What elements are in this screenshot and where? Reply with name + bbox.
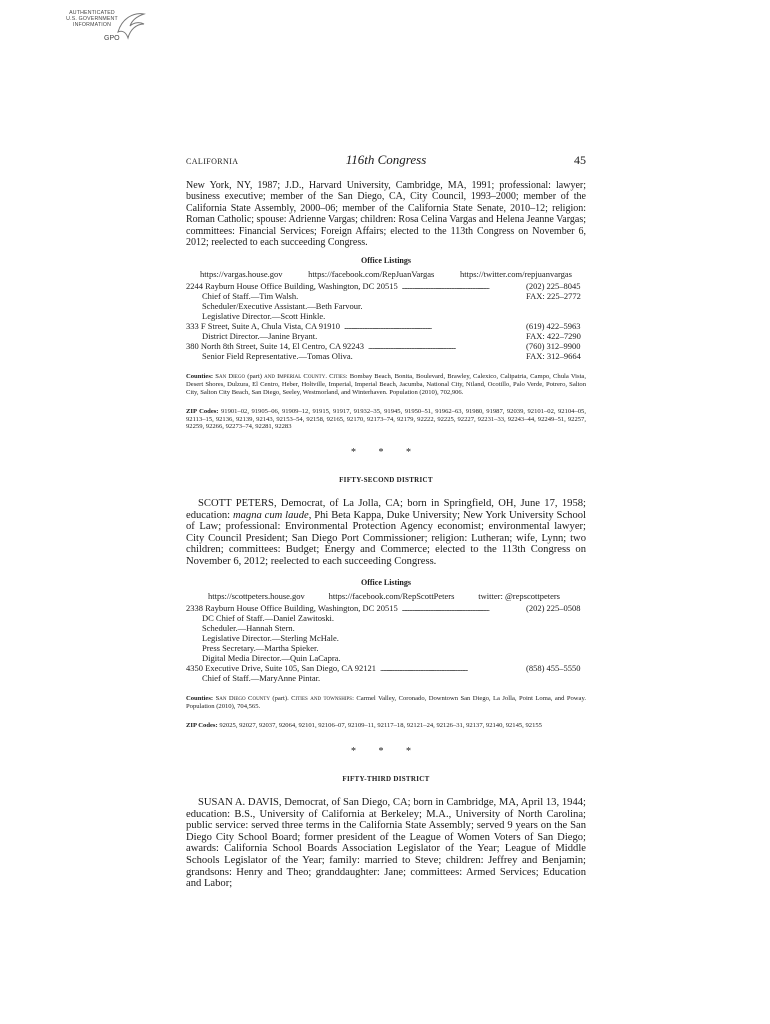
- facebook-link[interactable]: https://facebook.com/RepScottPeters: [328, 591, 455, 602]
- davis-bio: SUSAN A. DAVIS, Democrat, of San Diego, CA; born in Cambridge, MA, April 13, 1944; education: B.S., University of California at Berkeley; M.A., University of North Carolina; public service: served three terms in the California State Assembly; served 9 years on the San Diego City School Board; former president of the League of Women Voters of San Diego; awards: California School Boards Association Legislator of the Year; League of Middle Schools Legislator of the Year; family: married to Steve; children: Jeffrey and Benjamin; grandsons: Henry and Theo; granddaughter: Jane; committees: Armed Services; Education and Labor;: [186, 796, 586, 890]
- leader-dots: [402, 603, 522, 613]
- running-head: [186, 152, 586, 170]
- peters-district-heading: FIFTY-SECOND DISTRICT: [339, 476, 433, 484]
- leader-dots: [380, 663, 522, 673]
- office-row: 333 F Street, Suite A, Chula Vista, CA 91910 . . . (619) 422–5963: [186, 321, 586, 331]
- facebook-link[interactable]: https://facebook.com/RepJuanVargas: [308, 269, 435, 280]
- staff-row: Chief of Staff.—Tim Walsh. FAX: 225–2772: [202, 291, 581, 302]
- peters-counties: Counties: San Diego County (part). Cities and townships: Carmel Valley, Coronado, Downtown San Diego, La Jolla, Point Loma, and Poway. Population (2010), 704,565.: [186, 695, 586, 710]
- peters-offices: [186, 603, 586, 683]
- staff-row: Legislative Director.—Scott Hinkle.: [202, 311, 326, 322]
- twitter-link[interactable]: twitter: @repscottpeters: [478, 591, 560, 602]
- peters-urls: [208, 591, 560, 601]
- staff-row: Press Secretary.—Martha Spieker.: [202, 643, 319, 654]
- page-number: 45: [574, 153, 586, 167]
- office-row: 380 North 8th Street, Suite 14, El Centro, CA 92243 . . . (760) 312–9900: [186, 341, 586, 351]
- document-page: [186, 152, 586, 900]
- section-separator: * * *: [351, 745, 421, 757]
- staff-row: DC Chief of Staff.—Daniel Zawitoski.: [202, 613, 335, 624]
- office-row: 2338 Rayburn House Office Building, Washington, DC 20515 . . . (202) 225–0508: [186, 603, 586, 613]
- leader-dots: [368, 341, 522, 351]
- staff-row: Digital Media Director.—Quin LaCapra.: [202, 653, 341, 664]
- peters-bio: SCOTT PETERS, Democrat, of La Jolla, CA; born in Springfield, OH, June 17, 1958; education: magna cum laude, Phi Beta Kappa, Duke University; New York University School of Law; professional: Environmental Protection Agency economist; environmental lawyer; City Council President; San Diego Port Commissioner; religion: Lutheran; wife, Lynn; two children; committees: Budget; Energy and Commerce; elected to the 113th Congress on November 6, 2012; reelected to each succeeding Congress.: [186, 498, 586, 567]
- logo-text: AUTHENTICATED U.S. GOVERNMENT INFORMATION: [66, 10, 118, 29]
- vargas-bio: New York, NY, 1987; J.D., Harvard University, Cambridge, MA, 1991; professional: lawyer; business executive; member of the San Diego, CA, City Council, 1993–2000; member of the California State Assembly, 2000–06; member of the California State Senate, 2010–12; religion: Roman Catholic; spouse: Adrienne Vargas; children: Rosa Celina Vargas and Helena Jeanne Vargas; committees: Financial Services; Foreign Affairs; elected to the 113th Congress on November 6, 2012; reelected to each succeeding Congress.: [186, 180, 586, 249]
- eagle-icon: [114, 10, 148, 40]
- vargas-counties: Counties: San Diego (part) and Imperial County. Cities: Bombay Beach, Bonita, Boulevard, Brawley, Calexico, Calipatria, Campo, Chula Vista, Desert Shores, Dulzura, El Centro, Heber, Holtville, Imperial, Imperial Beach, Jacumba, National City, Niland, Ocotillo, Palo Verde, Potrero, Salton City, Salton City Beach, San Diego, Seeley, Westmorland, and Winterhaven. Population (2010), 702,906.: [186, 373, 586, 396]
- leader-dots: [344, 321, 522, 331]
- staff-row: District Director.—Janine Bryant. FAX: 422–7290: [202, 331, 581, 342]
- staff-row: Chief of Staff.—MaryAnne Pintar.: [202, 673, 321, 684]
- davis-district-heading: FIFTY-THIRD DISTRICT: [342, 774, 430, 783]
- twitter-link[interactable]: https://twitter.com/repjuanvargas: [460, 269, 572, 280]
- vargas-office-listings-title: Office Listings: [361, 256, 411, 266]
- vargas-zip-codes: ZIP Codes: 91901–02, 91905–06, 91909–12, 91915, 91917, 91932–35, 91945, 91950–51, 91962–63, 91980, 91987, 92039, 92101–02, 92104–05, 92113–15, 92136, 92139, 92143, 92153–54, 92158, 92165, 92170, 92173–74, 92179, 92222, 92225, 92227, 92231–33, 92243–44, 92249–51, 92257, 92259, 92266, 92273–74, 92281, 92283: [186, 408, 586, 431]
- office-row: 4350 Executive Drive, Suite 105, San Diego, CA 92121 . . . (858) 455–5550: [186, 663, 586, 673]
- congress-title: 116th Congress: [345, 152, 427, 167]
- logo-gpo-mark: GPO: [104, 35, 120, 42]
- website-link[interactable]: https://scottpeters.house.gov: [208, 591, 305, 602]
- gpo-authenticated-logo: [60, 10, 150, 46]
- website-link[interactable]: https://vargas.house.gov: [200, 269, 283, 280]
- vargas-offices: [186, 281, 586, 361]
- section-separator: * * *: [351, 447, 421, 458]
- peters-zip-codes: ZIP Codes: 92025, 92027, 92037, 92064, 92101, 92106–07, 92109–11, 92117–18, 92121–24, 92126–31, 92137, 92140, 92145, 92155: [186, 722, 542, 730]
- staff-row: Legislative Director.—Sterling McHale.: [202, 633, 339, 644]
- state-name: CALIFORNIA: [186, 157, 239, 166]
- staff-row: Scheduler.—Hannah Stern.: [202, 623, 295, 634]
- peters-office-listings-title: Office Listings: [361, 578, 411, 588]
- leader-dots: [402, 281, 522, 291]
- vargas-urls: [200, 269, 572, 279]
- staff-row: Senior Field Representative.—Tomas Oliva. FAX: 312–9664: [202, 351, 581, 362]
- staff-row: Scheduler/Executive Assistant.—Beth Farvour.: [202, 301, 363, 312]
- office-row: 2244 Rayburn House Office Building, Washington, DC 20515 . . . (202) 225–8045: [186, 281, 586, 291]
